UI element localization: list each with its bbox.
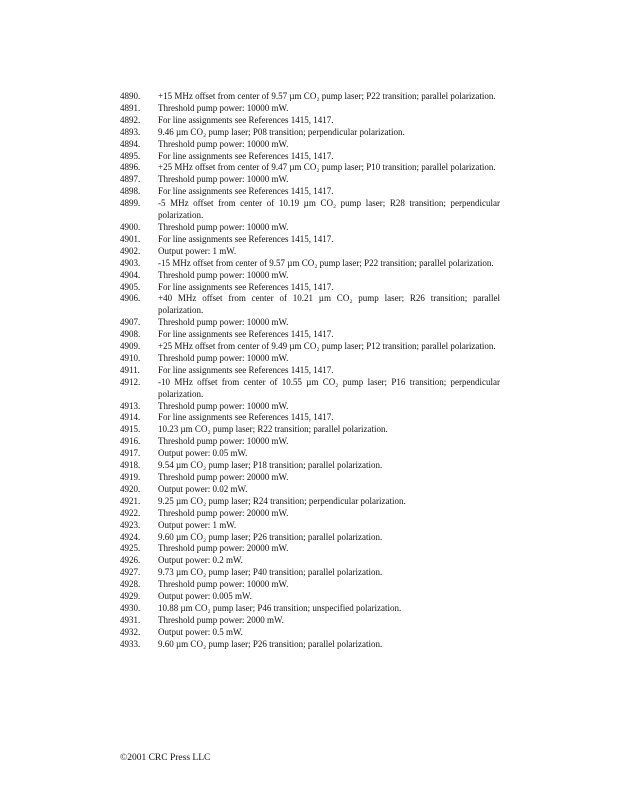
- note-entry: [120, 258, 500, 270]
- note-text: Threshold pump power: 10000 mW.: [158, 352, 289, 363]
- note-number: 4924.: [120, 531, 141, 542]
- note-entry: [120, 222, 500, 234]
- note-number: 4903.: [120, 257, 141, 268]
- note-text: +40 MHz offset from center of 10.21 µm CO₂ pump laser; R26 transition; parallel polarization.: [158, 293, 500, 316]
- note-entry: [120, 436, 500, 448]
- copyright-footer: ©2001 CRC Press LLC: [120, 753, 211, 763]
- note-number: 4929.: [120, 591, 141, 602]
- note-text: -5 MHz offset from center of 10.19 µm CO₂ pump laser; R28 transition; perpendicular polarization.: [158, 198, 500, 221]
- note-number: 4910.: [120, 352, 141, 363]
- note-text: 9.54 µm CO₂ pump laser; P18 transition; parallel polarization.: [158, 460, 383, 471]
- note-text: Threshold pump power: 20000 mW.: [158, 507, 289, 518]
- note-text: 9.60 µm CO₂ pump laser; P26 transition; parallel polarization.: [158, 531, 383, 542]
- note-text: -10 MHz offset from center of 10.55 µm CO₂ pump laser; P16 transition; perpendicular polarization.: [158, 376, 500, 399]
- note-entry: [120, 353, 500, 365]
- note-number: 4893.: [120, 126, 141, 137]
- note-entry: [120, 555, 500, 567]
- note-entry: [120, 567, 500, 579]
- note-number: 4931.: [120, 614, 141, 625]
- note-entry: [120, 329, 500, 341]
- note-number: 4919.: [120, 472, 141, 482]
- note-number: 4912.: [120, 376, 141, 387]
- note-number: 4898.: [120, 186, 141, 197]
- note-text: Threshold pump power: 2000 mW.: [158, 614, 284, 625]
- note-text: Output power: 0.2 mW.: [158, 555, 243, 566]
- note-entry: [120, 365, 500, 377]
- note-text: Output power: 0.5 mW.: [158, 626, 243, 637]
- note-entry: [120, 234, 500, 246]
- note-text: Threshold pump power: 10000 mW.: [158, 269, 289, 280]
- note-number: 4913.: [120, 400, 141, 411]
- note-entry: [120, 162, 500, 174]
- note-text: 9.46 µm CO₂ pump laser; P08 transition; perpendicular polarization.: [158, 126, 405, 137]
- note-text: For line assignments see References 1415, 1417.: [158, 281, 334, 292]
- note-number: 4921.: [120, 495, 141, 506]
- note-entry: [120, 246, 500, 258]
- note-text: Threshold pump power: 20000 mW.: [158, 543, 289, 554]
- note-entry: [120, 401, 500, 413]
- note-text: 10.23 µm CO₂ pump laser; R22 transition; parallel polarization.: [158, 424, 388, 435]
- note-number: 4908.: [120, 329, 141, 340]
- note-entry: [120, 293, 500, 317]
- note-number: 4894.: [120, 138, 141, 149]
- note-number: 4926.: [120, 555, 141, 566]
- note-text: For line assignments see References 1415, 1417.: [158, 150, 334, 161]
- note-entry: [120, 174, 500, 186]
- note-text: Threshold pump power: 10000 mW.: [158, 436, 289, 447]
- note-text: 10.88 µm CO₂ pump laser; P46 transition; unspecified polarization.: [158, 602, 402, 613]
- note-text: +15 MHz offset from center of 9.57 µm CO₂ pump laser; P22 transition; parallel polarization.: [158, 91, 496, 101]
- note-number: 4905.: [120, 281, 141, 292]
- note-entry: [120, 591, 500, 603]
- note-entry: [120, 472, 500, 484]
- note-text: 9.60 µm CO₂ pump laser; P26 transition; parallel polarization.: [158, 638, 383, 649]
- note-text: For line assignments see References 1415, 1417.: [158, 329, 334, 340]
- note-entry: [120, 270, 500, 282]
- note-number: 4930.: [120, 602, 141, 613]
- note-number: 4914.: [120, 412, 141, 423]
- note-entry: [120, 198, 500, 222]
- note-text: 9.25 µm CO₂ pump laser; R24 transition; perpendicular polarization.: [158, 495, 406, 506]
- note-number: 4900.: [120, 221, 141, 232]
- note-number: 4897.: [120, 174, 141, 185]
- note-entry: [120, 91, 500, 103]
- note-number: 4911.: [120, 364, 140, 375]
- note-entry: [120, 520, 500, 532]
- note-number: 4909.: [120, 341, 141, 352]
- note-number: 4932.: [120, 626, 141, 637]
- note-entry: [120, 615, 500, 627]
- note-text: Output power: 1 mW.: [158, 245, 237, 256]
- note-entry: [120, 508, 500, 520]
- note-entry: [120, 151, 500, 163]
- note-text: Threshold pump power: 20000 mW.: [158, 472, 289, 482]
- note-entry: [120, 127, 500, 139]
- note-number: 4920.: [120, 483, 141, 494]
- note-number: 4904.: [120, 269, 141, 280]
- note-entry: [120, 424, 500, 436]
- note-number: 4901.: [120, 233, 141, 244]
- note-text: For line assignments see References 1415, 1417.: [158, 364, 334, 375]
- note-text: 9.73 µm CO₂ pump laser; P40 transition; parallel polarization.: [158, 567, 383, 578]
- note-number: 4915.: [120, 424, 141, 435]
- note-entry: [120, 186, 500, 198]
- note-entry: [120, 532, 500, 544]
- note-number: 4907.: [120, 317, 141, 328]
- note-text: Threshold pump power: 10000 mW.: [158, 317, 289, 328]
- note-number: 4923.: [120, 519, 141, 530]
- note-text: Threshold pump power: 10000 mW.: [158, 221, 289, 232]
- note-number: 4892.: [120, 114, 141, 125]
- note-number: 4916.: [120, 436, 141, 447]
- note-number: 4899.: [120, 198, 141, 209]
- note-entry: [120, 543, 500, 555]
- note-text: Output power: 0.005 mW.: [158, 591, 252, 602]
- note-entry: [120, 460, 500, 472]
- note-number: 4918.: [120, 460, 141, 471]
- note-entry: [120, 448, 500, 460]
- note-entry: [120, 139, 500, 151]
- note-text: Output power: 0.02 mW.: [158, 483, 248, 494]
- note-text: Threshold pump power: 10000 mW.: [158, 138, 289, 149]
- note-entry: [120, 627, 500, 639]
- note-text: For line assignments see References 1415, 1417.: [158, 114, 334, 125]
- note-text: Output power: 1 mW.: [158, 519, 237, 530]
- note-number: 4933.: [120, 638, 141, 649]
- note-number: 4891.: [120, 102, 141, 113]
- note-entry: [120, 603, 500, 615]
- note-text: For line assignments see References 1415, 1417.: [158, 233, 334, 244]
- note-text: Output power: 0.05 mW.: [158, 448, 248, 459]
- note-number: 4928.: [120, 579, 141, 590]
- note-text: Threshold pump power: 10000 mW.: [158, 579, 289, 590]
- note-entry: [120, 317, 500, 329]
- note-number: 4917.: [120, 448, 141, 459]
- note-text: Threshold pump power: 10000 mW.: [158, 400, 289, 411]
- note-number: 4902.: [120, 245, 141, 256]
- note-text: For line assignments see References 1415, 1417.: [158, 412, 334, 423]
- note-entry: [120, 412, 500, 424]
- note-text: +25 MHz offset from center of 9.47 µm CO₂ pump laser; P10 transition; parallel polarization.: [158, 162, 496, 173]
- notes-list: [120, 91, 500, 651]
- note-number: 4927.: [120, 567, 141, 578]
- note-text: -15 MHz offset from center of 9.57 µm CO₂ pump laser; P22 transition; parallel polarization.: [158, 257, 494, 268]
- note-entry: [120, 639, 500, 651]
- note-number: 4906.: [120, 293, 141, 304]
- note-number: 4925.: [120, 543, 141, 554]
- note-entry: [120, 103, 500, 115]
- note-text: +25 MHz offset from center of 9.49 µm CO₂ pump laser; P12 transition; parallel polarization.: [158, 341, 496, 352]
- note-entry: [120, 484, 500, 496]
- note-number: 4895.: [120, 150, 141, 161]
- note-number: 4890.: [120, 91, 141, 101]
- note-text: Threshold pump power: 10000 mW.: [158, 102, 289, 113]
- note-entry: [120, 282, 500, 294]
- note-entry: [120, 115, 500, 127]
- note-entry: [120, 496, 500, 508]
- note-text: For line assignments see References 1415, 1417.: [158, 186, 334, 197]
- note-entry: [120, 579, 500, 591]
- note-text: Threshold pump power: 10000 mW.: [158, 174, 289, 185]
- note-entry: [120, 377, 500, 401]
- note-number: 4896.: [120, 162, 141, 173]
- note-entry: [120, 341, 500, 353]
- note-number: 4922.: [120, 507, 141, 518]
